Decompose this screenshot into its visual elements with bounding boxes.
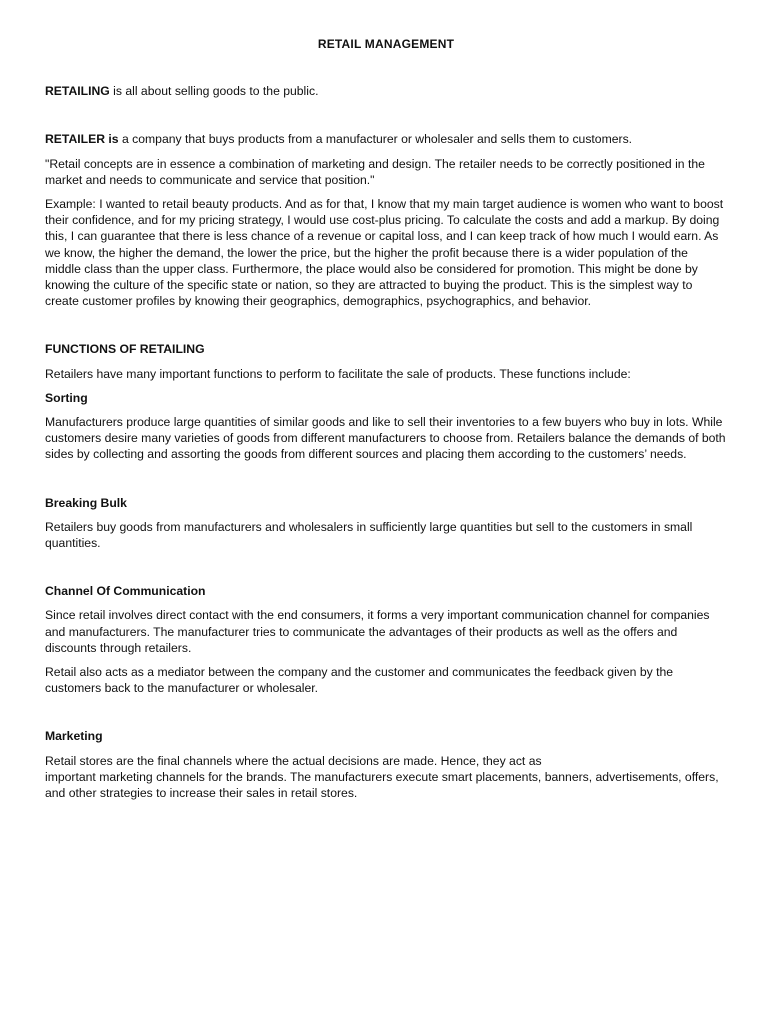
retailing-definition: [45, 83, 727, 99]
sorting-heading: Sorting: [45, 390, 88, 405]
retailer-definition: [45, 131, 727, 147]
marketing-heading: Marketing: [45, 729, 103, 744]
breaking-bulk-heading: Breaking Bulk: [45, 495, 127, 510]
marketing-text-rest: important marketing channels for the brands. The manufacturers execute smart placements, banners, advertisements, offers, and other strategies to increase their sales in retail stores.: [45, 769, 719, 801]
retail-concepts-quote: "Retail concepts are in essence a combination of marketing and design. The retailer needs to be correctly positioned in the market and needs to communicate and service that position.": [45, 156, 705, 187]
sorting-text: Manufacturers produce large quantities of similar goods and like to sell their inventories to a few buyers who buy in lots. While customers desire many varieties of goods from different manufacturers to choose from. Retailers balance the demands of both sides by collecting and assorting the goods from different sources and placing them according to the customers’ needs.: [45, 415, 726, 462]
channel-text-1: Since retail involves direct contact with the end consumers, it forms a very important communication channel for companies and manufacturers. The manufacturer tries to communicate the advantages of their products as well as the offers and discounts through retailers.: [45, 608, 710, 655]
channel-heading: Channel Of Communication: [45, 584, 206, 599]
retailer-definition-text: a company that buys products from a manufacturer or wholesaler and sells them to customers.: [118, 132, 633, 147]
retailer-term: RETAILER is: [45, 132, 119, 147]
channel-text-2: Retail also acts as a mediator between the company and the customer and communicates the feedback given by the customers back to the manufacturer or wholesaler.: [45, 665, 674, 696]
functions-heading: FUNCTIONS OF RETAILING: [45, 342, 205, 357]
retailing-definition-text: is all about selling goods to the public.: [109, 84, 319, 99]
functions-intro: Retailers have many important functions to perform to facilitate the sale of products. These functions include:: [45, 366, 631, 381]
marketing-text: [45, 753, 727, 802]
retailing-term: RETAILING: [45, 84, 110, 99]
breaking-bulk-text: Retailers buy goods from manufacturers and wholesalers in sufficiently large quantities but sell to the customers in small quantities.: [45, 519, 693, 551]
document-title: RETAIL MANAGEMENT: [317, 37, 455, 51]
marketing-text-line1: Retail stores are the final channels where the actual decisions are made. Hence, they act as: [45, 753, 542, 768]
document-body: [45, 36, 727, 809]
example-paragraph: Example: I wanted to retail beauty products. And as for that, I know that my main target audience is women who want to boost their confidence, and for my pricing strategy, I would use cost-plus pricing. To calculate the costs and add a markup. By doing this, I can guarantee that there is less chance of a revenue or capital loss, and I can keep track of how much I would earn. As we know, the higher the demand, the lower the price, but the higher the profit because there is a wider population of the middle class than the upper class. Furthermore, the place would also be considered for promotion. This might be done by knowing the culture of the specific state or nation, so they are attracted to buying the product. This is the simplest way to create customer profiles by knowing their geographics, demographics, psychographics, and behavior.: [45, 197, 724, 309]
